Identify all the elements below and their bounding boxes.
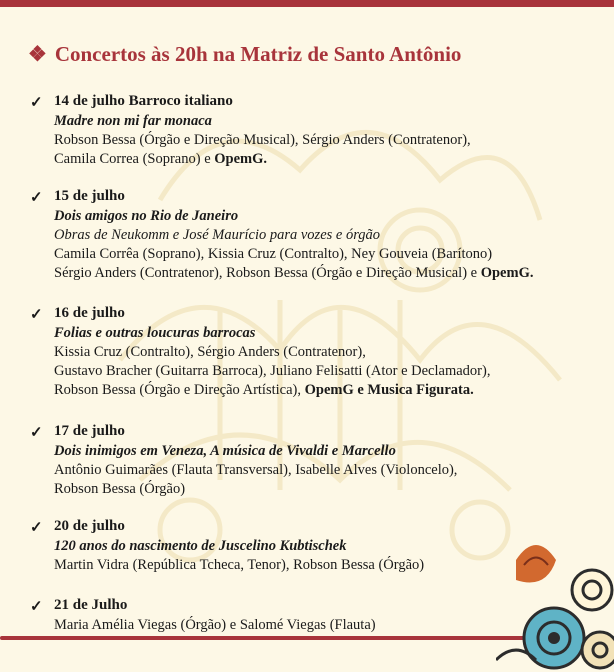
performers-text: Gustavo Bracher (Guitarra Barroca), Juliano Felisatti (Ator e Declamador), [54,363,491,379]
performers-line [54,461,457,480]
diamond-bullet-icon: ❖ [28,42,47,66]
ensemble-name: OpemG. [214,151,268,167]
concert-details [54,442,457,499]
performers-text: Robson Bessa (Órgão e Direção Musical), Sérgio Anders (Contratenor), [54,132,471,148]
concert-date: 17 de julho [54,423,125,439]
concert-details [54,207,533,283]
top-rule [0,0,614,7]
performers-line [54,556,424,575]
performers-line [54,480,457,499]
concert-details [54,616,376,635]
concert-title: Dois amigos no Rio de Janeiro [54,208,239,224]
performers-text: Martin Vidra (República Tcheca, Tenor), Robson Bessa (Órgão) [54,557,425,573]
performers-line [54,343,490,362]
performers-line [54,245,533,264]
performers-line [54,616,376,635]
heading-text: Concertos às 20h na Matriz de Santo Antônio [54,42,462,66]
concert-subtitle: Obras de Neukomm e José Maurício para vozes e órgão [54,227,381,243]
performers-text: Camila Correa (Soprano) e [54,151,215,167]
concert-details [54,537,424,575]
performers-line [54,362,490,381]
performers-line [54,150,471,169]
performers-text: Camila Corrêa (Soprano), Kissia Cruz (Contralto), Ney Gouveia (Barítono) [54,246,493,262]
concert-date: 14 de julho Barroco italiano [54,93,233,109]
ensemble-name: OpemG. [480,265,534,281]
performers-line [54,131,471,150]
performers-text: Kissia Cruz (Contralto), Sérgio Anders (Contratenor), [54,344,366,360]
concert-details [54,324,490,400]
concert-details [54,112,471,169]
performers-text: Antônio Guimarães (Flauta Transversal), Isabelle Alves (Violoncelo), [54,462,458,478]
performers-line [54,381,490,400]
concert-date: 20 de julho [54,518,125,534]
concert-date: 21 de Julho [54,597,128,613]
decorative-swirl-icon [496,520,614,672]
ensemble-name: OpemG e Musica Figurata. [304,382,474,398]
checkmark-icon: ✓ [30,520,43,536]
checkmark-icon: ✓ [30,307,43,323]
concert-title: 120 anos do nascimento de Juscelino Kubtischek [54,538,347,554]
checkmark-icon: ✓ [30,95,43,111]
concert-title: Madre non mi far monaca [54,113,212,129]
checkmark-icon: ✓ [30,190,43,206]
page-heading [28,42,461,67]
performers-text: Sérgio Anders (Contratenor), Robson Bessa (Órgão e Direção Musical) e [54,265,481,281]
performers-text: Maria Amélia Viegas (Órgão) e Salomé Viegas (Flauta) [54,617,376,633]
performers-line [54,264,533,283]
checkmark-icon: ✓ [30,599,43,615]
performers-text: Robson Bessa (Órgão) [54,481,186,497]
concert-date: 16 de julho [54,305,125,321]
checkmark-icon: ✓ [30,425,43,441]
concert-date: 15 de julho [54,188,125,204]
concert-title: Folias e outras loucuras barrocas [54,325,256,341]
bottom-rule [0,636,560,640]
concert-title: Dois inimigos em Veneza, A música de Vivaldi e Marcello [54,443,396,459]
performers-text: Robson Bessa (Órgão e Direção Artística), [54,382,305,398]
